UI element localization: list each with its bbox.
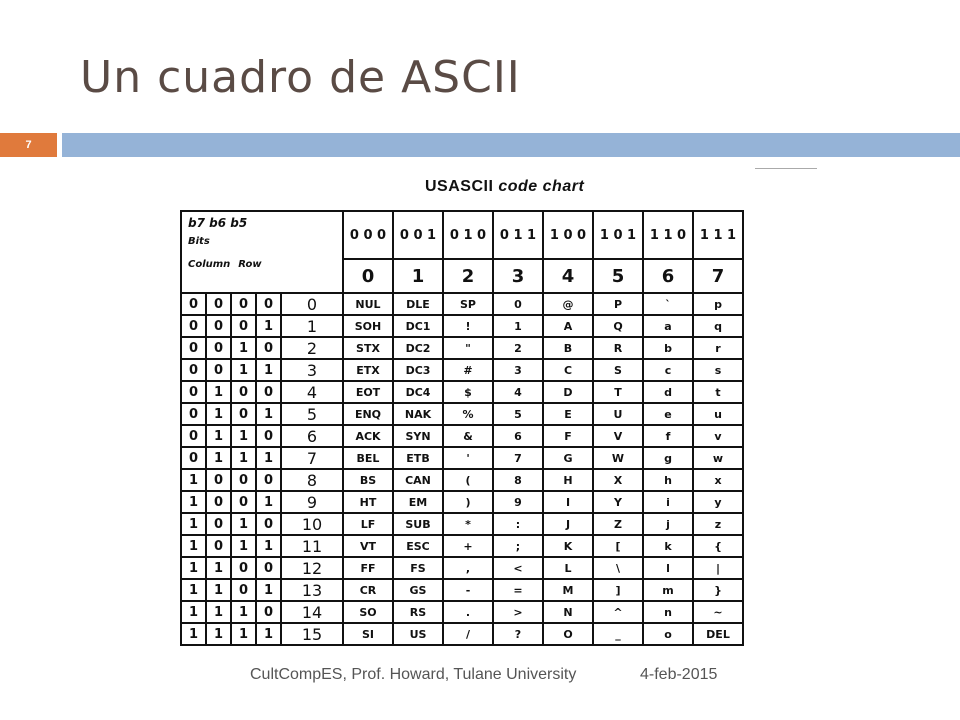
row-number: 3 (281, 359, 343, 381)
char-cell: 1 (493, 315, 543, 337)
char-cell: C (543, 359, 593, 381)
char-cell: - (443, 579, 493, 601)
char-cell: . (443, 601, 493, 623)
char-cell: * (443, 513, 493, 535)
char-cell: g (643, 447, 693, 469)
char-cell: ESC (393, 535, 443, 557)
char-cell: DEL (693, 623, 743, 645)
char-cell: ENQ (343, 403, 393, 425)
bit-cell: 1 (181, 557, 206, 579)
bit-cell: 1 (206, 557, 231, 579)
bit-cell: 1 (181, 535, 206, 557)
char-cell: B (543, 337, 593, 359)
char-cell: W (593, 447, 643, 469)
table-row (181, 293, 743, 315)
col-bits-2: 0 1 0 (443, 211, 493, 259)
char-cell: 5 (493, 403, 543, 425)
char-cell: % (443, 403, 493, 425)
table-row (181, 447, 743, 469)
char-cell: @ (543, 293, 593, 315)
bit-cell: 0 (256, 425, 281, 447)
col-bits-3: 0 1 1 (493, 211, 543, 259)
col-num-7: 7 (693, 259, 743, 293)
char-cell: 0 (493, 293, 543, 315)
char-cell: a (643, 315, 693, 337)
bit-cell: 1 (231, 447, 256, 469)
table-row (181, 469, 743, 491)
corner-line (755, 168, 817, 169)
bit-cell: 1 (206, 447, 231, 469)
corner-bits: b7 b6 b5 (188, 216, 248, 230)
char-cell: CR (343, 579, 393, 601)
char-cell: { (693, 535, 743, 557)
col-num-2: 2 (443, 259, 493, 293)
col-num-3: 3 (493, 259, 543, 293)
char-cell: O (543, 623, 593, 645)
char-cell: GS (393, 579, 443, 601)
char-cell: Y (593, 491, 643, 513)
char-cell: $ (443, 381, 493, 403)
table-row (181, 623, 743, 645)
char-cell: BEL (343, 447, 393, 469)
table-row (181, 535, 743, 557)
row-number: 7 (281, 447, 343, 469)
col-num-4: 4 (543, 259, 593, 293)
char-cell: 2 (493, 337, 543, 359)
bit-cell: 0 (181, 293, 206, 315)
char-cell: ^ (593, 601, 643, 623)
char-cell: ! (443, 315, 493, 337)
slide-title: Un cuadro de ASCII (80, 52, 521, 103)
bit-cell: 1 (256, 623, 281, 645)
bit-cell: 0 (206, 315, 231, 337)
bit-cell: 0 (231, 403, 256, 425)
char-cell: E (543, 403, 593, 425)
col-bits-6: 1 1 0 (643, 211, 693, 259)
table-row (181, 359, 743, 381)
char-cell: SP (443, 293, 493, 315)
char-cell: EM (393, 491, 443, 513)
char-cell: ' (443, 447, 493, 469)
bit-cell: 0 (181, 447, 206, 469)
char-cell: DC2 (393, 337, 443, 359)
char-cell: ( (443, 469, 493, 491)
bit-cell: 1 (256, 535, 281, 557)
row-number: 15 (281, 623, 343, 645)
bit-cell: 0 (181, 403, 206, 425)
char-cell: : (493, 513, 543, 535)
bit-cell: 1 (181, 623, 206, 645)
char-cell: m (643, 579, 693, 601)
char-cell: SUB (393, 513, 443, 535)
bit-cell: 1 (206, 601, 231, 623)
row-number: 0 (281, 293, 343, 315)
char-cell: DC4 (393, 381, 443, 403)
col-bits-5: 1 0 1 (593, 211, 643, 259)
bit-cell: 1 (256, 359, 281, 381)
bit-cell: 0 (206, 491, 231, 513)
char-cell: K (543, 535, 593, 557)
bit-cell: 0 (256, 381, 281, 403)
char-cell: ETB (393, 447, 443, 469)
bit-cell: 0 (231, 293, 256, 315)
char-cell: RS (393, 601, 443, 623)
char-cell: \ (593, 557, 643, 579)
bit-cell: 0 (256, 557, 281, 579)
char-cell: STX (343, 337, 393, 359)
row-number: 10 (281, 513, 343, 535)
bit-cell: 1 (231, 513, 256, 535)
header-corner (181, 211, 343, 293)
char-cell: } (693, 579, 743, 601)
char-cell: c (643, 359, 693, 381)
col-num-1: 1 (393, 259, 443, 293)
char-cell: G (543, 447, 593, 469)
row-label: Row (238, 259, 262, 270)
char-cell: V (593, 425, 643, 447)
chart-title (425, 178, 584, 196)
char-cell: > (493, 601, 543, 623)
table-row (181, 315, 743, 337)
char-cell: NAK (393, 403, 443, 425)
char-cell: b (643, 337, 693, 359)
char-cell: J (543, 513, 593, 535)
bit-cell: 0 (206, 469, 231, 491)
char-cell: X (593, 469, 643, 491)
char-cell: x (693, 469, 743, 491)
char-cell: Z (593, 513, 643, 535)
char-cell: v (693, 425, 743, 447)
char-cell: EOT (343, 381, 393, 403)
bit-cell: 0 (256, 601, 281, 623)
char-cell: 8 (493, 469, 543, 491)
bit-cell: 1 (181, 491, 206, 513)
char-cell: DLE (393, 293, 443, 315)
char-cell: U (593, 403, 643, 425)
ascii-table (180, 210, 744, 646)
char-cell: q (693, 315, 743, 337)
char-cell: N (543, 601, 593, 623)
ascii-chart (180, 168, 800, 644)
char-cell: S (593, 359, 643, 381)
row-number: 13 (281, 579, 343, 601)
bit-cell: 1 (181, 513, 206, 535)
col-bits-4: 1 0 0 (543, 211, 593, 259)
char-cell: d (643, 381, 693, 403)
bit-cell: 0 (206, 513, 231, 535)
char-cell: o (643, 623, 693, 645)
col-bits-1: 0 0 1 (393, 211, 443, 259)
char-cell: # (443, 359, 493, 381)
char-cell: + (443, 535, 493, 557)
char-cell: y (693, 491, 743, 513)
col-num-0: 0 (343, 259, 393, 293)
bit-cell: 1 (181, 601, 206, 623)
char-cell: A (543, 315, 593, 337)
table-row (181, 601, 743, 623)
char-cell: ETX (343, 359, 393, 381)
char-cell: w (693, 447, 743, 469)
chart-title-sub: code chart (498, 178, 585, 195)
bit-cell: 1 (256, 579, 281, 601)
bit-cell: 0 (256, 513, 281, 535)
char-cell: , (443, 557, 493, 579)
char-cell: l (643, 557, 693, 579)
row-number: 4 (281, 381, 343, 403)
char-cell: NUL (343, 293, 393, 315)
bit-cell: 0 (206, 293, 231, 315)
char-cell: ? (493, 623, 543, 645)
char-cell: T (593, 381, 643, 403)
bit-cell: 1 (206, 381, 231, 403)
bit-cell: 1 (206, 425, 231, 447)
char-cell: ; (493, 535, 543, 557)
char-cell: ] (593, 579, 643, 601)
bit-cell: 1 (206, 579, 231, 601)
char-cell: 9 (493, 491, 543, 513)
char-cell: SO (343, 601, 393, 623)
char-cell: i (643, 491, 693, 513)
char-cell: r (693, 337, 743, 359)
bit-cell: 0 (181, 381, 206, 403)
bit-cell: 0 (206, 535, 231, 557)
char-cell: H (543, 469, 593, 491)
col-num-6: 6 (643, 259, 693, 293)
row-number: 2 (281, 337, 343, 359)
char-cell: < (493, 557, 543, 579)
bit-cell: 1 (231, 535, 256, 557)
char-cell: 3 (493, 359, 543, 381)
bit-cell: 0 (181, 359, 206, 381)
char-cell: FS (393, 557, 443, 579)
char-cell: I (543, 491, 593, 513)
char-cell: 7 (493, 447, 543, 469)
bit-cell: 0 (231, 469, 256, 491)
bit-cell: 1 (256, 447, 281, 469)
bit-cell: 1 (231, 425, 256, 447)
table-row (181, 425, 743, 447)
bit-cell: 1 (181, 579, 206, 601)
char-cell: M (543, 579, 593, 601)
char-cell: R (593, 337, 643, 359)
corner-bits-label: Bits (188, 236, 210, 247)
char-cell: / (443, 623, 493, 645)
bit-cell: 0 (181, 337, 206, 359)
char-cell: s (693, 359, 743, 381)
char-cell: p (693, 293, 743, 315)
bit-cell: 1 (256, 491, 281, 513)
table-row (181, 403, 743, 425)
column-label: Column (188, 259, 231, 270)
char-cell: _ (593, 623, 643, 645)
row-number: 5 (281, 403, 343, 425)
char-cell: LF (343, 513, 393, 535)
char-cell: ` (643, 293, 693, 315)
char-cell: ACK (343, 425, 393, 447)
bit-cell: 1 (256, 315, 281, 337)
char-cell: DC1 (393, 315, 443, 337)
footer-course: CultCompES, Prof. Howard, Tulane University (250, 666, 577, 683)
row-number: 1 (281, 315, 343, 337)
char-cell: & (443, 425, 493, 447)
char-cell: j (643, 513, 693, 535)
bit-cell: 1 (231, 337, 256, 359)
bit-cell: 1 (181, 469, 206, 491)
row-number: 9 (281, 491, 343, 513)
char-cell: f (643, 425, 693, 447)
footer-date: 4-feb-2015 (640, 666, 718, 683)
char-cell: DC3 (393, 359, 443, 381)
char-cell: SI (343, 623, 393, 645)
col-bits-0: 0 0 0 (343, 211, 393, 259)
bit-cell: 1 (231, 623, 256, 645)
char-cell: BS (343, 469, 393, 491)
char-cell: ) (443, 491, 493, 513)
char-cell: k (643, 535, 693, 557)
bit-cell: 0 (231, 579, 256, 601)
bit-cell: 0 (231, 381, 256, 403)
char-cell: HT (343, 491, 393, 513)
char-cell: SYN (393, 425, 443, 447)
table-row (181, 579, 743, 601)
bit-cell: 0 (181, 425, 206, 447)
title-bar (62, 133, 960, 157)
char-cell: L (543, 557, 593, 579)
row-number: 14 (281, 601, 343, 623)
ascii-body (181, 293, 743, 645)
bit-cell: 0 (181, 315, 206, 337)
bit-cell: 0 (231, 491, 256, 513)
char-cell: FF (343, 557, 393, 579)
table-row (181, 337, 743, 359)
char-cell: D (543, 381, 593, 403)
char-cell: | (693, 557, 743, 579)
char-cell: t (693, 381, 743, 403)
char-cell: e (643, 403, 693, 425)
char-cell: 6 (493, 425, 543, 447)
char-cell: 4 (493, 381, 543, 403)
char-cell: SOH (343, 315, 393, 337)
char-cell: h (643, 469, 693, 491)
bit-cell: 0 (231, 315, 256, 337)
table-row (181, 557, 743, 579)
char-cell: CAN (393, 469, 443, 491)
row-number: 8 (281, 469, 343, 491)
char-cell: = (493, 579, 543, 601)
table-row (181, 513, 743, 535)
char-cell: " (443, 337, 493, 359)
row-number: 11 (281, 535, 343, 557)
slide-number: 7 (0, 133, 57, 157)
bit-cell: 0 (256, 469, 281, 491)
table-row (181, 381, 743, 403)
table-row (181, 491, 743, 513)
char-cell: US (393, 623, 443, 645)
char-cell: Q (593, 315, 643, 337)
bit-cell: 0 (206, 337, 231, 359)
char-cell: n (643, 601, 693, 623)
col-num-5: 5 (593, 259, 643, 293)
char-cell: [ (593, 535, 643, 557)
char-cell: ~ (693, 601, 743, 623)
bit-cell: 0 (231, 557, 256, 579)
char-cell: z (693, 513, 743, 535)
bit-cell: 1 (231, 601, 256, 623)
row-number: 6 (281, 425, 343, 447)
char-cell: P (593, 293, 643, 315)
bit-cell: 0 (256, 293, 281, 315)
bit-cell: 0 (256, 337, 281, 359)
bit-cell: 1 (231, 359, 256, 381)
bit-cell: 0 (206, 359, 231, 381)
row-number: 12 (281, 557, 343, 579)
bit-cell: 1 (206, 403, 231, 425)
col-bits-7: 1 1 1 (693, 211, 743, 259)
bit-cell: 1 (256, 403, 281, 425)
char-cell: F (543, 425, 593, 447)
chart-title-main: USASCII (425, 178, 494, 195)
bit-cell: 1 (206, 623, 231, 645)
char-cell: VT (343, 535, 393, 557)
char-cell: u (693, 403, 743, 425)
